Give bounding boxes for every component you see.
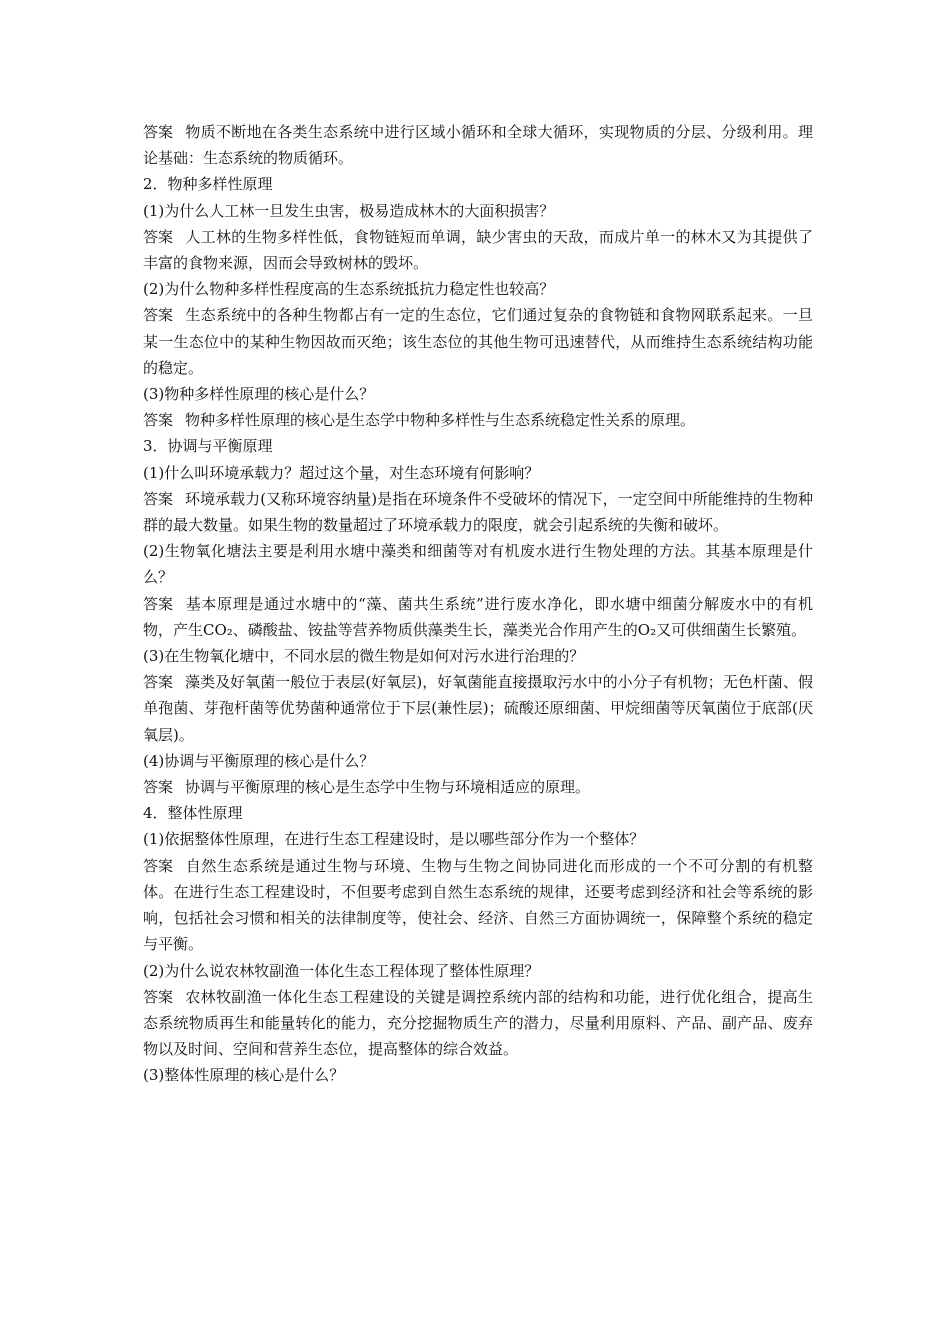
section-heading <box>143 171 813 197</box>
paragraph-text: (2)为什么说农林牧副渔一体化生态工程体现了整体性原理？ <box>143 961 540 980</box>
document-page <box>143 119 813 1089</box>
answer-paragraph <box>143 119 813 171</box>
answer-label: 答案 <box>143 411 174 430</box>
paragraph-text: (4)协调与平衡原理的核心是什么？ <box>143 751 375 770</box>
answer-label: 答案 <box>143 987 174 1006</box>
paragraph-text: 生态系统中的各种生物都占有一定的生态位，它们通过复杂的食物链和食物网联系起来。一旦某一生态位中的某种生物因故而灭绝；该生态位的其他生物可迅速替代，从而维持生态系统结构功能的稳定。 <box>143 306 813 377</box>
paragraph-text: (3)物种多样性原理的核心是什么？ <box>143 385 375 404</box>
question-paragraph <box>143 958 813 984</box>
paragraph-text: 农林牧副渔一体化生态工程建设的关键是调控系统内部的结构和功能，进行优化组合，提高生态系统物质再生和能量转化的能力，充分挖掘物质生产的潜力，尽量利用原料、产品、副产品、废弃物以及时间、空间和营养生态位，提高整体的综合效益。 <box>143 987 813 1059</box>
answer-paragraph <box>143 774 813 800</box>
paragraph-text: 物种多样性原理的核心是生态学中物种多样性与生态系统稳定性关系的原理。 <box>185 411 696 430</box>
answer-label: 答案 <box>143 489 174 508</box>
section-heading <box>143 800 813 826</box>
paragraph-text: (3)整体性原理的核心是什么？ <box>143 1066 345 1085</box>
answer-paragraph <box>143 853 813 958</box>
answer-label: 答案 <box>143 306 174 325</box>
answer-paragraph <box>143 591 813 643</box>
answer-label: 答案 <box>143 594 174 613</box>
answer-paragraph <box>143 984 813 1063</box>
question-paragraph <box>143 381 813 407</box>
paragraph-text: 协调与平衡原理的核心是生态学中生物与环境相适应的原理。 <box>185 778 591 797</box>
paragraph-text: 物质不断地在各类生态系统中进行区域小循环和全球大循环，实现物质的分层、分级利用。理论基础：生态系统的物质循环。 <box>143 123 813 168</box>
answer-label: 答案 <box>143 673 174 692</box>
question-paragraph <box>143 643 813 669</box>
paragraph-text: (1)什么叫环境承载力？超过这个量，对生态环境有何影响？ <box>143 463 540 482</box>
question-paragraph <box>143 276 813 302</box>
answer-label: 答案 <box>143 778 174 797</box>
question-paragraph <box>143 826 813 852</box>
answer-label: 答案 <box>143 123 174 141</box>
answer-paragraph <box>143 407 813 433</box>
paragraph-text: (3)在生物氧化塘中，不同水层的微生物是如何对污水进行治理的？ <box>143 647 585 666</box>
section-heading <box>143 433 813 459</box>
paragraph-text: 藻类及好氧菌一般位于表层(好氧层)，好氧菌能直接摄取污水中的小分子有机物；无色杆菌、假单孢菌、芽孢杆菌等优势菌种通常位于下层(兼性层)；硫酸还原细菌、甲烷细菌等厌氧菌位于底部(厌氧层)。 <box>143 673 813 744</box>
answer-label: 答案 <box>143 227 174 246</box>
paragraph-text: 3．协调与平衡原理 <box>143 437 273 456</box>
paragraph-text: 2．物种多样性原理 <box>143 175 273 194</box>
paragraph-text: (2)为什么物种多样性程度高的生态系统抵抗力稳定性也较高？ <box>143 280 555 299</box>
paragraph-text: 4．整体性原理 <box>143 804 243 823</box>
paragraph-text: (2)生物氧化塘法主要是利用水塘中藻类和细菌等对有机废水进行生物处理的方法。其基本原理是什么？ <box>143 542 813 587</box>
answer-paragraph <box>143 224 813 276</box>
question-paragraph <box>143 748 813 774</box>
answer-paragraph <box>143 302 813 381</box>
paragraph-text: (1)为什么人工林一旦发生虫害，极易造成林木的大面积损害？ <box>143 201 555 220</box>
answer-label: 答案 <box>143 856 174 875</box>
paragraph-text: 自然生态系统是通过生物与环境、生物与生物之间协同进化而形成的一个不可分割的有机整体。在进行生态工程建设时，不但要考虑到自然生态系统的规律，还要考虑到经济和社会等系统的影响，包括社会习惯和相关的法律制度等，使社会、经济、自然三方面协调统一，保障整个系统的稳定与平衡。 <box>143 856 813 954</box>
question-paragraph <box>143 198 813 224</box>
question-paragraph <box>143 460 813 486</box>
paragraph-text: (1)依据整体性原理，在进行生态工程建设时，是以哪些部分作为一个整体？ <box>143 830 645 849</box>
answer-paragraph <box>143 486 813 538</box>
question-paragraph <box>143 1062 813 1088</box>
paragraph-text: 环境承载力(又称环境容纳量)是指在环境条件不受破坏的情况下，一定空间中所能维持的生物种群的最大数量。如果生物的数量超过了环境承载力的限度，就会引起系统的失衡和破坏。 <box>143 489 813 535</box>
answer-paragraph <box>143 669 813 748</box>
paragraph-text: 基本原理是通过水塘中的“藻、菌共生系统”进行废水净化，即水塘中细菌分解废水中的有机物，产生CO₂、磷酸盐、铵盐等营养物质供藻类生长，藻类光合作用产生的O₂又可供细菌生长繁殖。 <box>143 594 813 639</box>
paragraph-text: 人工林的生物多样性低，食物链短而单调，缺少害虫的天敌，而成片单一的林木又为其提供了丰富的食物来源，因而会导致树林的毁坏。 <box>143 227 813 273</box>
question-paragraph <box>143 538 813 590</box>
